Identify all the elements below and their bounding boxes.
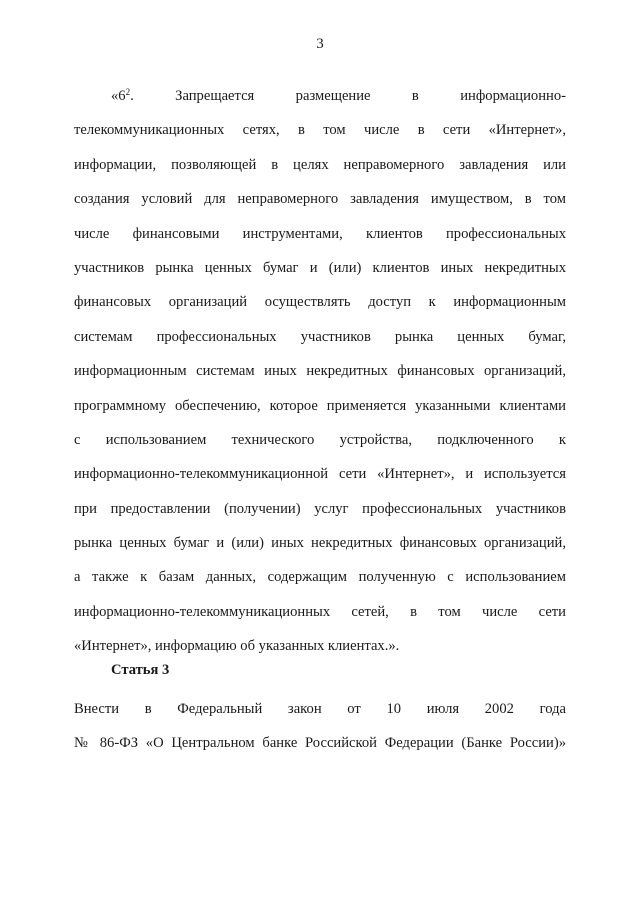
superscript: 2 bbox=[125, 87, 131, 97]
line-rest: . Запрещается размещение в информационно- bbox=[130, 88, 566, 104]
paragraph-line: № 86-ФЗ «О Центральном банке Российской Федерации (Банке России)» bbox=[74, 735, 566, 752]
paragraph-line bbox=[74, 692, 566, 726]
quote-start: «6 bbox=[111, 88, 126, 104]
paragraph-line: программному обеспечению, которое применяется указанными клиентами bbox=[74, 397, 566, 414]
paragraph-line: информационным системам иных некредитных финансовых организаций, bbox=[74, 363, 566, 380]
paragraph-line bbox=[74, 79, 566, 113]
line-text: Внести в Федеральный закон от 10 июля 2002 года bbox=[74, 701, 566, 717]
paragraph-article-2-item bbox=[74, 79, 566, 664]
article-heading: Статья 3 bbox=[111, 662, 170, 678]
paragraph-line: финансовых организаций осуществлять доступ к информационным bbox=[74, 294, 566, 311]
paragraph-line: системам профессиональных участников рынка ценных бумаг, bbox=[74, 328, 566, 345]
paragraph-line: телекоммуникационных сетях, в том числе в сети «Интернет», bbox=[74, 122, 566, 139]
paragraph-line: информационно-телекоммуникационной сети «Интернет», и используется bbox=[74, 466, 566, 483]
paragraph-line: числе финансовыми инструментами, клиентов профессиональных bbox=[74, 225, 566, 242]
paragraph-line: создания условий для неправомерного завладения имуществом, в том bbox=[74, 191, 566, 208]
page-number: 3 bbox=[316, 36, 324, 52]
paragraph-line: рынка ценных бумаг и (или) иных некредитных финансовых организаций, bbox=[74, 535, 566, 552]
paragraph-line: а также к базам данных, содержащим полученную с использованием bbox=[74, 569, 566, 586]
paragraph-line: информационно-телекоммуникационных сетей, в том числе сети bbox=[74, 603, 566, 620]
paragraph-line: «Интернет», информацию об указанных клиентах.». bbox=[74, 638, 400, 655]
paragraph-line: при предоставлении (получении) услуг профессиональных участников bbox=[74, 500, 566, 517]
paragraph-article-3 bbox=[74, 692, 566, 761]
paragraph-line: информации, позволяющей в целях неправомерного завладения или bbox=[74, 156, 566, 173]
paragraph-line: участников рынка ценных бумаг и (или) клиентов иных некредитных bbox=[74, 259, 566, 276]
paragraph-line: с использованием технического устройства, подключенного к bbox=[74, 431, 566, 448]
